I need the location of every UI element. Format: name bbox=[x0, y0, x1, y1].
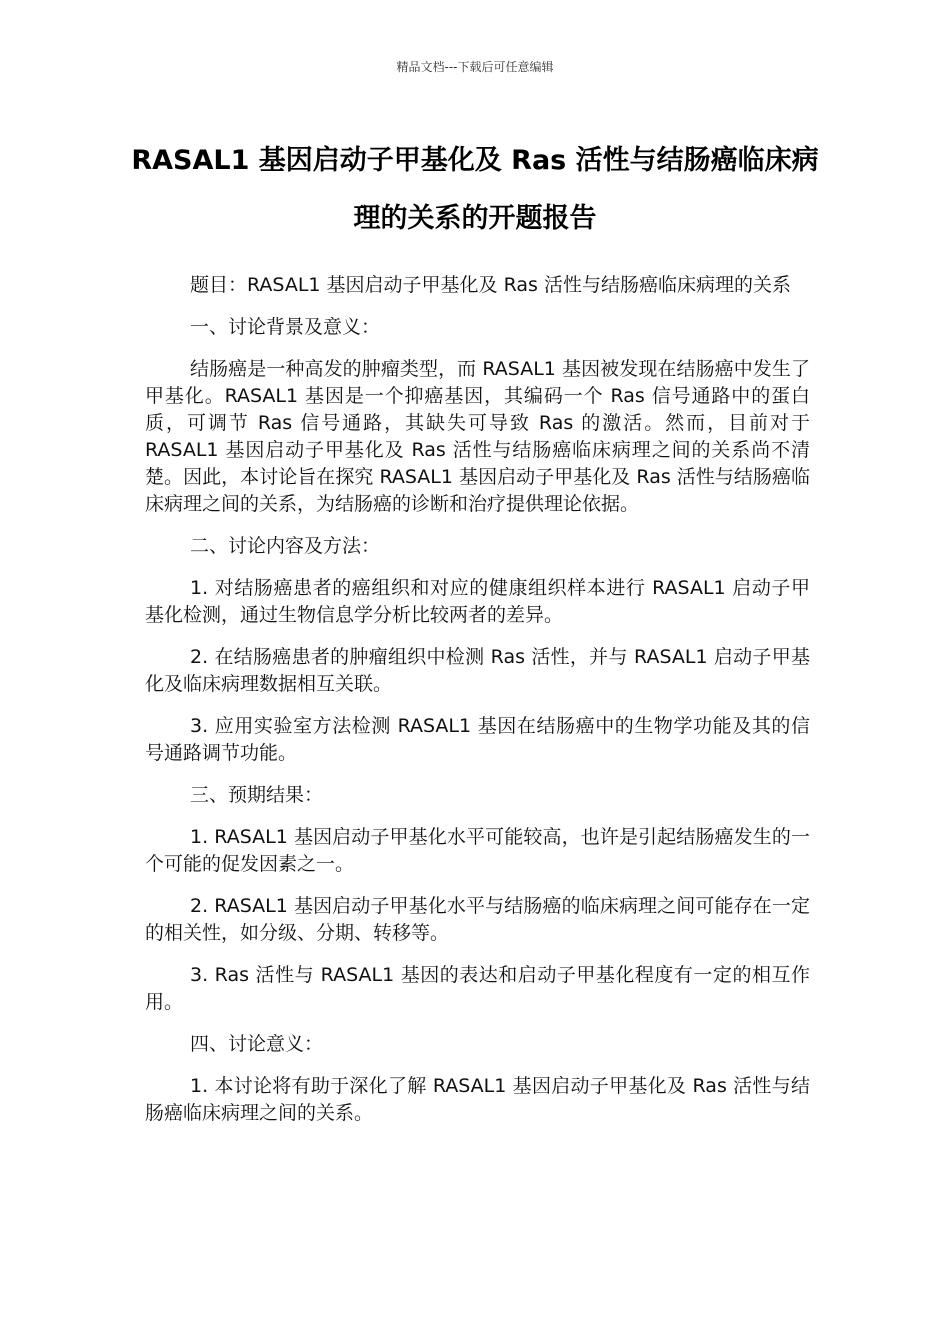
document-body bbox=[145, 272, 810, 1142]
section-heading-results: 三、预期结果： bbox=[190, 784, 324, 806]
results-item-2: 2. RASAL1 基因启动子甲基化水平与结肠癌的临床病理之间可能存在一定的相关性，如分级、分期、转移等。 bbox=[145, 895, 810, 944]
methods-item-2: 2. 在结肠癌患者的肿瘤组织中检测 Ras 活性，并与 RASAL1 启动子甲基化及临床病理数据相互关联。 bbox=[145, 646, 810, 695]
results-item-3: 3. Ras 活性与 RASAL1 基因的表达和启动子甲基化程度有一定的相互作用。 bbox=[145, 964, 810, 1013]
section-heading-background: 一、讨论背景及意义： bbox=[190, 316, 381, 338]
results-item-1: 1. RASAL1 基因启动子甲基化水平可能较高，也许是引起结肠癌发生的一个可能的促发因素之一。 bbox=[145, 826, 810, 875]
topic-paragraph: 题目：RASAL1 基因启动子甲基化及 Ras 活性与结肠癌临床病理的关系 bbox=[190, 274, 791, 296]
page-header: 精品文档---下载后可任意编辑 bbox=[396, 60, 554, 74]
section-heading-methods: 二、讨论内容及方法： bbox=[190, 535, 381, 557]
methods-item-3: 3. 应用实验室方法检测 RASAL1 基因在结肠癌中的生物学功能及其的信号通路调节功能。 bbox=[145, 715, 810, 764]
methods-item-1: 1. 对结肠癌患者的癌组织和对应的健康组织样本进行 RASAL1 启动子甲基化检测，通过生物信息学分析比较两者的差异。 bbox=[145, 577, 810, 626]
significance-item-1: 1. 本讨论将有助于深化了解 RASAL1 基因启动子甲基化及 Ras 活性与结肠癌临床病理之间的关系。 bbox=[145, 1075, 810, 1124]
document-title: RASAL1 基因启动子甲基化及 Ras 活性与结肠癌临床病理的关系的开题报告 bbox=[131, 145, 819, 234]
background-paragraph: 结肠癌是一种高发的肿瘤类型，而 RASAL1 基因被发现在结肠癌中发生了甲基化。RASAL1 基因是一个抑癌基因，其编码一个 Ras 信号通路中的蛋白质，可调节 Ras 信号通路，其缺失可导致 Ras 的激活。然而，目前对于 RASAL1 基因启动子甲基化及 Ras 活性与结肠癌临床病理之间的关系尚不清楚。因此，本讨论旨在探究 RASAL1 基因启动子甲基化及 Ras 活性与结肠癌临床病理之间的关系，为结肠癌的诊断和治疗提供理论依据。 bbox=[145, 358, 810, 515]
section-heading-significance: 四、讨论意义： bbox=[190, 1033, 324, 1055]
